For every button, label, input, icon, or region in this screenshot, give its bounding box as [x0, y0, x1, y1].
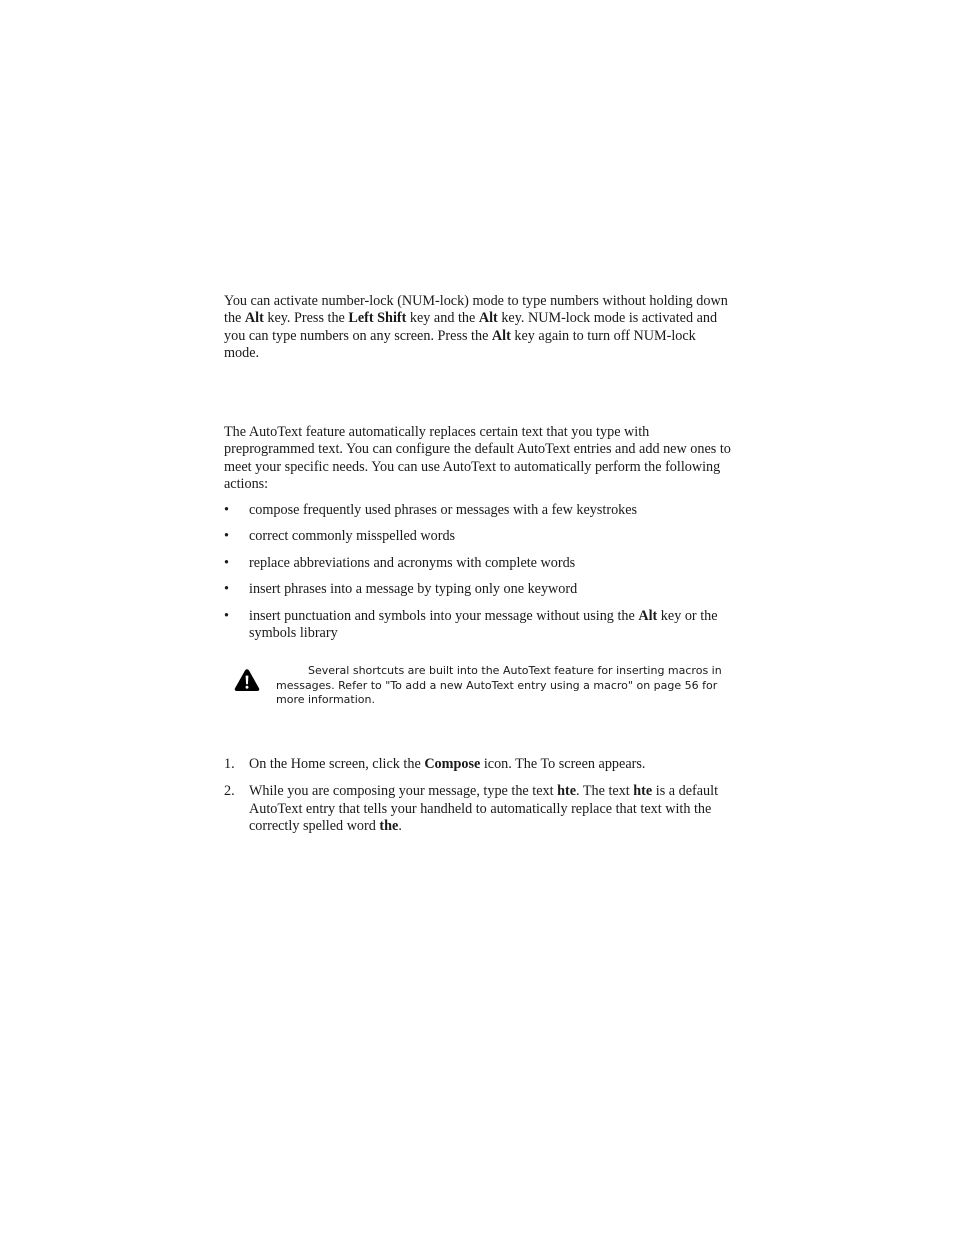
list-item-text: insert punctuation and symbols into your message without using the [249, 607, 639, 624]
list-item-text: compose frequently used phrases or messages with a few keystrokes [249, 502, 638, 518]
list-item-text: key or the symbols library [249, 607, 718, 642]
numlock-text-2: key. Press the [263, 310, 349, 327]
bullet-icon: • [224, 581, 229, 598]
list-item [224, 502, 734, 519]
numlock-text-1: You can activate number-lock (NUM-lock) mode to type numbers without holding down the [224, 293, 728, 327]
typed-text-label: hte [557, 783, 577, 800]
bullet-icon: • [224, 528, 229, 545]
step-number: 1. [224, 756, 235, 772]
compose-icon-label: Compose [424, 756, 481, 772]
procedure-steps [224, 756, 734, 845]
step-text: . The text [576, 783, 634, 800]
alt-key-label: Alt [638, 607, 658, 624]
step-number: 2. [224, 783, 235, 800]
alt-key-label: Alt [491, 327, 511, 344]
alt-key-label: Alt [478, 310, 498, 327]
step-text: . [398, 817, 402, 834]
numlock-paragraph [224, 293, 734, 362]
numlock-text-5: key again to turn off NUM-lock mode. [224, 327, 696, 361]
step-text: is a default AutoText entry that tells your handheld to automatically replace that text with the correctly spelled word [249, 783, 719, 834]
bullet-icon: • [224, 554, 229, 571]
corrected-word-label: the [379, 817, 399, 834]
autotext-intro-paragraph: The AutoText feature automatically replaces certain text that you type with preprogrammed text. You can configure the default AutoText entries and add new ones to meet your specific needs. You can use AutoText to automatically perform the following actions: [224, 424, 731, 492]
list-item [224, 608, 734, 643]
list-item-text: correct commonly misspelled words [249, 528, 456, 545]
typed-text-label: hte [633, 783, 653, 800]
bullet-icon: • [224, 502, 229, 518]
note-text: Several shortcuts are built into the AutoText feature for inserting macros in messages. Refer to "To add a new AutoText entry using a macro" on page 56 for more information. [276, 664, 722, 707]
warning-triangle-icon [234, 668, 260, 692]
step-item [224, 783, 734, 835]
step-text: While you are composing your message, type the text [249, 783, 558, 800]
bullet-icon: • [224, 607, 229, 624]
list-item [224, 528, 734, 545]
alt-key-label: Alt [244, 310, 264, 327]
left-shift-key-label: Left Shift [348, 310, 407, 327]
step-item [224, 756, 734, 773]
autotext-actions-list [224, 502, 734, 652]
note-callout [234, 664, 734, 714]
list-item-text: insert phrases into a message by typing only one keyword [249, 581, 578, 598]
list-item-text: replace abbreviations and acronyms with complete words [249, 554, 576, 571]
step-text: icon. The To screen appears. [480, 756, 646, 772]
step-text: On the Home screen, click the [249, 756, 425, 772]
list-item [224, 581, 734, 598]
numlock-text-3: key and the [406, 310, 479, 327]
list-item [224, 555, 734, 572]
numlock-text-4: key. NUM-lock mode is activated and you can type numbers on any screen. Press the [224, 310, 718, 344]
